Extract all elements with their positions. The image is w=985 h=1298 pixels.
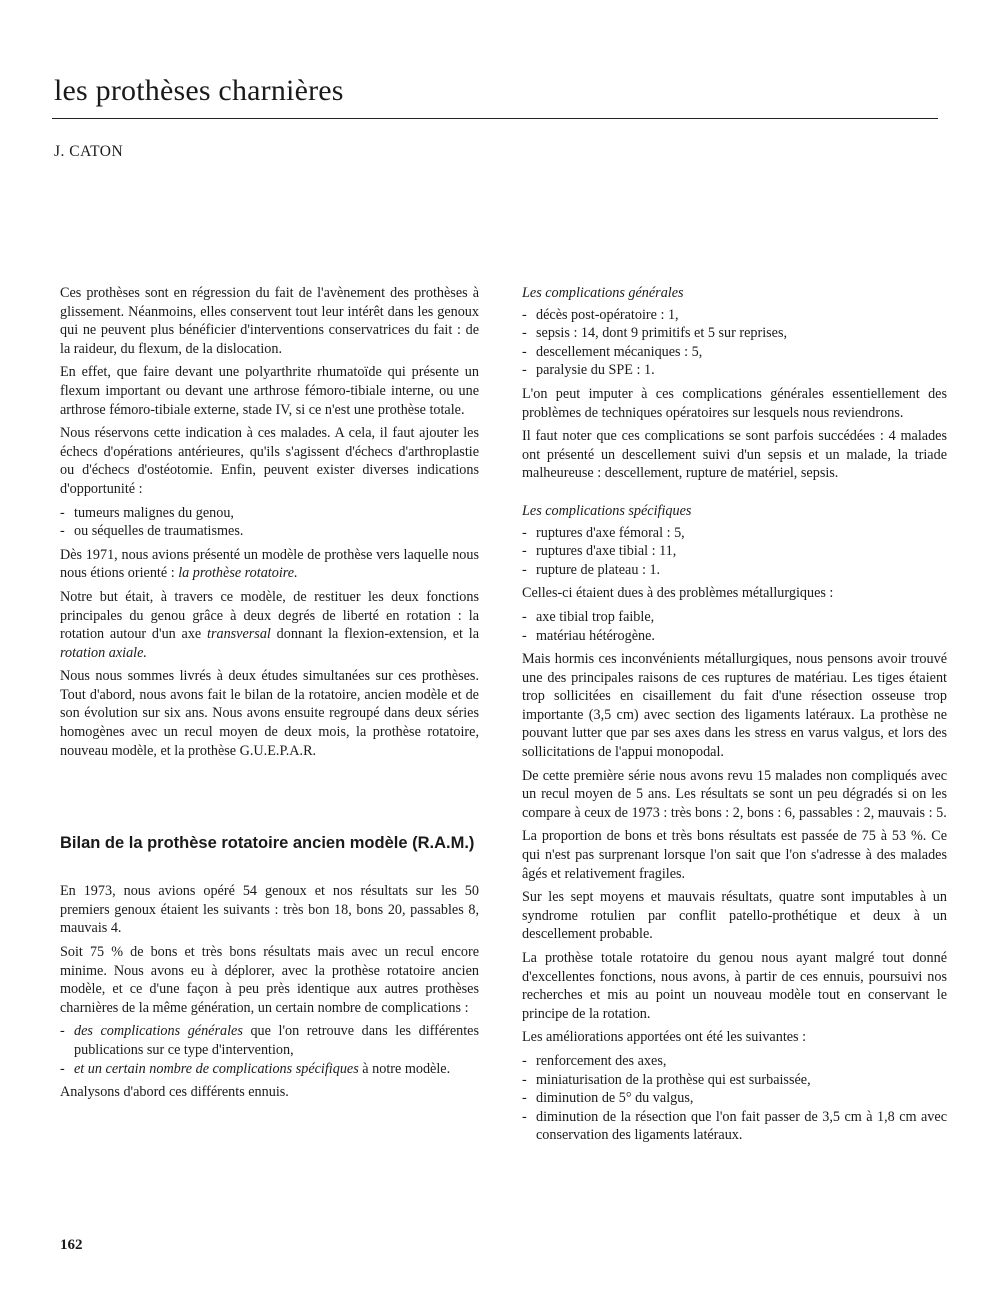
list-item: - matériau hétérogène.	[522, 627, 947, 646]
list-item: - ruptures d'axe tibial : 11,	[522, 542, 947, 561]
left-column	[60, 284, 479, 1107]
paragraph: Mais hormis ces inconvénients métallurgiques, nous pensons avoir trouvé une des principales raisons de ces ruptures de matériau. Les tiges étaient trop sollicitées en cisaillement du fait d'une résection osseuse trop importante (3,5 cm) avec section des ligaments latéraux. La prothèse ne pouvant lutter que par ses axes dans les stress en varus valgus, et lors des sollicitations de l'appui monopodal.	[522, 651, 947, 761]
list-item-text: à notre modèle.	[358, 1060, 451, 1077]
indications-list	[60, 504, 479, 541]
list-item: - décès post-opératoire : 1,	[522, 306, 947, 325]
list-item: - diminution de 5° du valgus,	[522, 1089, 947, 1108]
paragraph: En effet, que faire devant une polyarthrite rhumatoïde qui présente un flexum important ou devant une arthrose fémoro-tibiale interne, ou une arthrose fémoro-tibiale externe, stade IV, si ce n'est une prothèse totale.	[60, 364, 479, 418]
list-item: - descellement mécaniques : 5,	[522, 343, 947, 362]
paragraph: Ces prothèses sont en régression du fait de l'avènement des prothèses à glissement. Néanmoins, elles conservent tout leur intérêt dans les genoux qui ne peuvent plus bénéficier d'interventions conservatrices du fait : de la raideur, du flexum, de la dislocation.	[60, 285, 479, 357]
specific-complications-list	[522, 524, 947, 580]
spacer	[522, 488, 947, 502]
list-item	[60, 1022, 479, 1059]
emphasis-text: des complications générales	[74, 1023, 243, 1040]
article-title: les prothèses charnières	[54, 74, 344, 107]
list-item: - rupture de plateau : 1.	[522, 561, 947, 580]
paragraph: Soit 75 % de bons et très bons résultats mais avec un recul encore minime. Nous avons eu à déplorer, avec la prothèse rotatoire ancien modèle, et ce d'une façon à peu près identique aux autres prothèses charnières de la même génération, un certain nombre de complications :	[60, 944, 479, 1016]
list-item: - miniaturisation de la prothèse qui est surbaissée,	[522, 1071, 947, 1090]
spacer	[60, 765, 479, 817]
paragraph: En 1973, nous avions opéré 54 genoux et nos résultats sur les 50 premiers genoux étaient les suivants : très bon 18, bons 20, passables 8, mauvais 4.	[60, 883, 479, 937]
paragraph: Sur les sept moyens et mauvais résultats, quatre sont imputables à un syndrome rotulien par conflit patello-prothétique et deux à un descellement probable.	[522, 889, 947, 943]
metallurgy-list	[522, 608, 947, 645]
paragraph	[60, 588, 479, 662]
list-item: - tumeurs malignes du genou,	[60, 504, 479, 523]
section-heading: Bilan de la prothèse rotatoire ancien modèle (R.A.M.)	[60, 834, 475, 853]
list-item: - ou séquelles de traumatismes.	[60, 522, 479, 541]
title-rule	[52, 118, 938, 119]
spacer	[60, 817, 479, 833]
paragraph: L'on peut imputer à ces complications générales essentiellement des problèmes de techniques opératoires sur lesquels nous reviendrons.	[522, 385, 947, 421]
improvements-list	[522, 1052, 947, 1145]
paragraph: Nous réservons cette indication à ces malades. A cela, il faut ajouter les échecs d'opérations antérieures, qu'ils s'agissent d'échecs d'arthroplastie ou d'échecs d'ostéotomie. Enfin, peuvent exister diverses indications d'opportunité :	[60, 425, 479, 497]
paragraph: Les améliorations apportées ont été les suivantes :	[522, 1029, 807, 1046]
emphasis-text: et un certain nombre de complications spécifiques	[74, 1060, 359, 1077]
list-item: - axe tibial trop faible,	[522, 608, 947, 627]
list-item: - renforcement des axes,	[522, 1052, 947, 1071]
list-item: - sepsis : 14, dont 9 primitifs et 5 sur reprises,	[522, 324, 947, 343]
paragraph-text: Dès 1971, nous avions présenté un modèle de prothèse vers laquelle nous nous étions orienté :	[60, 546, 479, 582]
list-item: - diminution de la résection que l'on fait passer de 3,5 cm à 1,8 cm avec conservation des ligaments latéraux.	[522, 1108, 947, 1145]
emphasis-text: transversal	[207, 626, 271, 643]
complications-list	[60, 1022, 479, 1078]
list-item	[60, 1060, 479, 1079]
list-item-text: que l'on retrouve dans les différentes publications sur ce type d'intervention,	[74, 1023, 480, 1058]
paragraph: Analysons d'abord ces différents ennuis.	[60, 1084, 289, 1101]
paragraph: De cette première série nous avons revu 15 malades non compliqués avec un recul moyen de 5 ans. Les résultats se sont un peu dégradés si on les compare à ceux de 1973 : très bons : 2, bons : 6, passables : 2, mauvais : 5.	[522, 767, 947, 821]
paragraph: Il faut noter que ces complications se sont parfois succédées : 4 malades ont présenté un descellement suivi d'un sepsis et un malade, la triade malheureuse : descellement, rupture de matériel, sepsis.	[522, 428, 947, 482]
general-complications-list	[522, 306, 947, 380]
subheading: Les complications spécifiques	[522, 502, 692, 519]
emphasis-text: rotation axiale.	[60, 644, 147, 661]
paragraph: Celles-ci étaient dues à des problèmes métallurgiques :	[522, 585, 834, 602]
right-column	[522, 284, 947, 1150]
list-item: - paralysie du SPE : 1.	[522, 361, 947, 380]
paragraph	[60, 546, 479, 583]
paragraph: La prothèse totale rotatoire du genou nous ayant malgré tout donné d'excellentes fonctions, nous avons, à partir de ces ennuis, poursuivi nos recherches et mis au point un nouveau modèle tout en conservant le principe de la rotation.	[522, 950, 947, 1022]
subheading: Les complications générales	[522, 285, 684, 301]
paragraph: Nous nous sommes livrés à deux études simultanées sur ces prothèses. Tout d'abord, nous avons fait le bilan de la rotatoire, ancien modèle et de son évolution sur six ans. Nous avons ensuite regroupé dans deux séries homogènes avec un recul moyen de deux mois, la prothèse rotatoire, nouveau modèle, et la prothèse G.U.E.P.A.R.	[60, 668, 479, 759]
page-number: 162	[60, 1237, 83, 1253]
emphasis-text: la prothèse rotatoire.	[178, 565, 298, 582]
paragraph-text: donnant la flexion-extension, et la	[270, 626, 479, 643]
paragraph-text: Notre but était, à travers ce modèle, de restituer les deux fonctions principales du genou grâce à deux degrés de liberté en rotation : la rotation autour d'un axe	[60, 588, 479, 643]
paragraph: La proportion de bons et très bons résultats est passée de 75 à 53 %. Ce qui n'est pas surprenant lorsque l'on sait que l'on s'adresse à des malades âgés et relativement fragiles.	[522, 828, 947, 882]
list-item: - ruptures d'axe fémoral : 5,	[522, 524, 947, 543]
author-name: J. CATON	[54, 143, 124, 160]
